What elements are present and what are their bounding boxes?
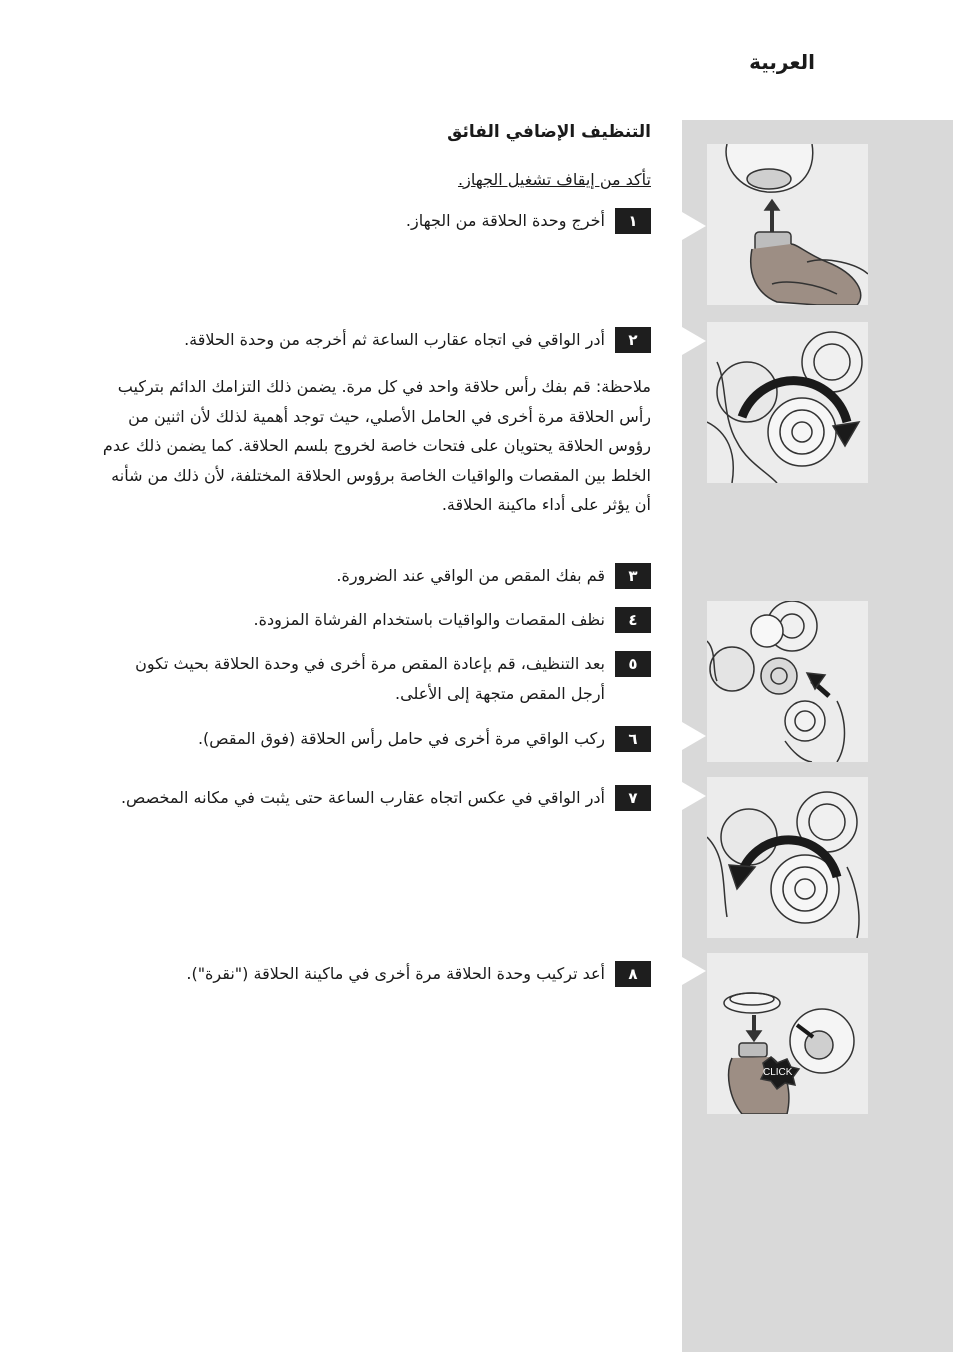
- step-4: [254, 607, 651, 635]
- step-text: قم بفك المقص من الواقي عند الضرورة.: [336, 566, 605, 585]
- step-2: [184, 327, 651, 355]
- turn-retaining-ring-counterclockwise-illustration: [707, 777, 868, 938]
- pointer-arrow: [682, 722, 706, 750]
- language-title: العربية: [749, 50, 815, 74]
- step-5: [135, 651, 651, 709]
- step-text: بعد التنظيف، قم بإعادة المقص مرة أخرى في وحدة الحلاقة بحيث تكون أرجل المقص متجهة إلى الأعلى.: [135, 654, 605, 703]
- step-text: أخرج وحدة الحلاقة من الجهاز.: [405, 211, 605, 230]
- step-text: أدر الواقي في اتجاه عقارب الساعة ثم أخرجه من وحدة الحلاقة.: [184, 330, 605, 349]
- pointer-arrow: [682, 957, 706, 985]
- reattach-shaving-unit-illustration: [707, 953, 868, 1114]
- step-number: ٥: [615, 651, 651, 677]
- step-3: [336, 563, 651, 591]
- step-6: [198, 726, 651, 754]
- step-text: نظف المقصات والواقيات باستخدام الفرشاة المزودة.: [253, 610, 605, 629]
- section-title: التنظيف الإضافي الفائق: [447, 122, 651, 142]
- click-label: CLICK: [763, 1067, 793, 1078]
- step-number: ٢: [615, 327, 651, 353]
- step-text: أدر الواقي في عكس اتجاه عقارب الساعة حتى يثبت في مكانه المخصص.: [120, 788, 605, 807]
- pointer-arrow: [682, 782, 706, 810]
- step-number: ٨: [615, 961, 651, 987]
- note-paragraph: ملاحظة: قم بفك رأس حلاقة واحد في كل مرة. يضمن ذلك التزامك الدائم بتركيب رأس الحلاقة مرة أخرى في الحامل الأصلي، حيث توجد أهمية لذلك لأن اثنين من رؤوس الحلاقة يحتويان على فتحات خاصة لخروج بلسم الحلاقة. كما يضمن ذلك عدم الخلط بين المقصات والواقيات الخاصة برؤوس الحلاقة المختلفة، لأن ذلك من شأنه أن يؤثر على أداء ماكينة الحلاقة.: [102, 377, 651, 514]
- subtitle-warning: تأكد من إيقاف تشغيل الجهاز.: [458, 170, 651, 189]
- step-text: ركب الواقي مرة أخرى في حامل رأس الحلاقة (فوق المقص).: [197, 729, 605, 748]
- pointer-arrow: [682, 327, 706, 355]
- pointer-arrow: [682, 212, 706, 240]
- step-number: ٧: [615, 785, 651, 811]
- turn-retaining-ring-clockwise-illustration: [707, 322, 868, 483]
- insert-cutter-illustration: [707, 601, 868, 762]
- step-8: [186, 961, 651, 989]
- step-number: ٣: [615, 563, 651, 589]
- step-text: أعد تركيب وحدة الحلاقة مرة أخرى في ماكينة الحلاقة ("نقرة").: [186, 964, 605, 983]
- step-1: [406, 208, 651, 236]
- remove-shaving-unit-illustration: [707, 144, 868, 305]
- step-number: ٤: [615, 607, 651, 633]
- step-7: [115, 785, 651, 813]
- step-number: ١: [615, 208, 651, 234]
- step-number: ٦: [615, 726, 651, 752]
